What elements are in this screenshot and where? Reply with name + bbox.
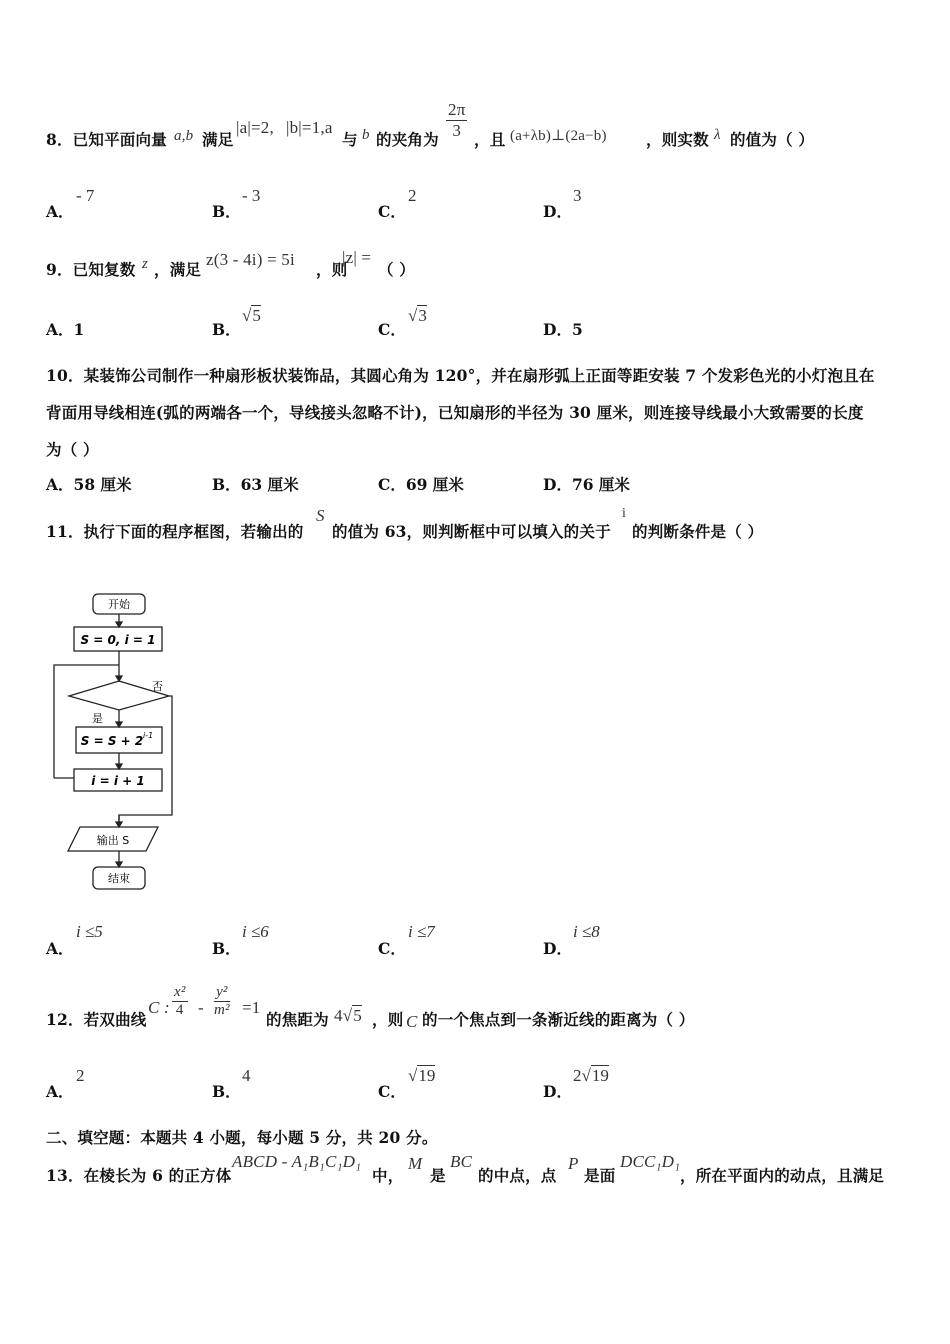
q10-option-c[interactable] [378, 473, 464, 495]
q12-minus: - [198, 998, 204, 1017]
q11-option-b[interactable] [212, 937, 241, 959]
q10-option-d[interactable] [543, 473, 630, 495]
radicand: 19 [591, 1066, 609, 1085]
option-value: 63 厘米 [240, 475, 299, 494]
q9-option-c[interactable] [378, 318, 406, 340]
q8-prefix: 8．已知平面向量 [46, 130, 167, 149]
q8-option-d-value: 3 [573, 186, 582, 205]
q13-prefix: 13．在棱长为 6 的正方体 [46, 1166, 232, 1185]
q9-option-a[interactable] [46, 318, 84, 340]
q10-line3: 为（ ） [46, 440, 99, 459]
option-label: C． [378, 1082, 406, 1101]
option-label: C． [378, 475, 406, 494]
q8-vars: a,b [174, 128, 194, 144]
q9-option-b[interactable] [212, 318, 241, 340]
q12-option-c[interactable] [378, 1080, 406, 1102]
option-label: D． [543, 320, 572, 339]
option-label: D． [543, 202, 572, 221]
option-label: A． [46, 1082, 74, 1101]
q12-option-a[interactable] [46, 1080, 74, 1102]
q12-m2: m² [214, 1002, 230, 1019]
q13-BC: BC [450, 1152, 473, 1171]
option-label: C． [378, 320, 406, 339]
q11-option-c-value: i ≤7 [408, 922, 435, 941]
option-value: 5 [571, 320, 583, 339]
q8-satisfy: 满足 [202, 130, 234, 149]
question-11 [46, 506, 906, 546]
question-12 [46, 984, 906, 1040]
q12-x-fraction [172, 984, 188, 1020]
q12-C: C : [148, 998, 170, 1017]
q13-face: DCC₁D₁ [620, 1152, 681, 1171]
option-label: B． [212, 320, 241, 339]
flow-yes-label: 是 [92, 712, 103, 725]
option-label: B． [212, 939, 241, 958]
q13-mid2: 的中点，点 [478, 1166, 557, 1185]
q12-x2: x² [172, 984, 188, 1002]
question-9 [46, 246, 906, 286]
option-label: C． [378, 939, 406, 958]
option-value: 69 厘米 [405, 475, 464, 494]
option-label: A． [46, 320, 74, 339]
q11-option-d[interactable] [543, 937, 572, 959]
q10-option-a[interactable] [46, 473, 132, 495]
q9-absz: |z| = [342, 248, 372, 267]
q13-is: 是 [430, 1166, 446, 1185]
radicand: 5 [252, 306, 261, 325]
q12-prefix: 12．若双曲线 [46, 1010, 147, 1029]
q12-mid: 的焦距为 [266, 1010, 329, 1029]
q11-S: S [316, 506, 325, 525]
q9-tail: （ ） [378, 260, 415, 279]
option-label: D． [543, 1082, 572, 1101]
q9-equation: z(3 - 4i) = 5i [206, 250, 295, 269]
radicand: 5 [353, 1006, 362, 1025]
flow-output-label: 输出 S [96, 834, 130, 847]
q11-i: i [622, 506, 627, 521]
option-label: C． [378, 202, 406, 221]
q9-then: ，则 [316, 260, 348, 279]
q8-with: 与 [342, 130, 358, 149]
question-13 [46, 1148, 916, 1188]
option-label: A． [46, 939, 74, 958]
q9-option-d[interactable] [543, 318, 583, 340]
q11-option-c[interactable] [378, 937, 406, 959]
q13-M: M [408, 1154, 423, 1173]
q8-frac-num: 2π [448, 100, 466, 119]
q8-option-a-value: - 7 [76, 186, 95, 205]
q8-frac-den: 3 [452, 120, 462, 140]
q8-tail: ，则实数 [646, 130, 709, 149]
flow-no-label: 否 [152, 680, 163, 693]
q10-line1: 10．某装饰公司制作一种扇形板状装饰品，其圆心角为 120°，并在扇形弧上正面等距安装 7 个发彩色光的小灯泡且在 [46, 366, 875, 385]
coef: 2 [573, 1066, 582, 1085]
flow-step-exponent: i-1 [143, 731, 154, 740]
q9-z: z [142, 256, 149, 272]
option-value: 76 厘米 [571, 475, 630, 494]
q9-option-b-value: √5 [242, 306, 261, 325]
q13-mid: 中， [372, 1166, 404, 1185]
q11-tail: 的判断条件是（ ） [632, 522, 764, 541]
q11-mid: 的值为 63，则判断框中可以填入的关于 [332, 522, 611, 541]
q9-option-c-value: √3 [408, 306, 427, 325]
q13-tail: ，所在平面内的动点，且满足 [680, 1166, 885, 1185]
q8-option-b[interactable] [212, 200, 241, 222]
q8-angle-fraction [446, 100, 467, 140]
q12-y2: y² [214, 984, 230, 1002]
q8-option-b-value: - 3 [242, 186, 261, 205]
q8-option-c-value: 2 [408, 186, 417, 205]
flow-inc-label: i = i + 1 [91, 774, 145, 788]
option-label: A． [46, 202, 74, 221]
option-value: 58 厘米 [73, 475, 132, 494]
option-label: A． [46, 475, 74, 494]
q8-abs-a: |a|=2, [236, 118, 274, 137]
flow-start-label: 开始 [108, 598, 130, 611]
q8-angle-text: 的夹角为 [376, 130, 439, 149]
q12-option-c-value: √19 [408, 1066, 436, 1085]
flow-end-label: 结束 [108, 872, 130, 885]
option-label: D． [543, 475, 572, 494]
q12-focal: 4√5 [334, 1006, 362, 1025]
q12-four: 4 [175, 1002, 184, 1019]
q12-C2: C [406, 1012, 418, 1031]
q13-cube: ABCD - A₁B₁C₁D₁ [232, 1152, 362, 1171]
q12-tail: 的一个焦点到一条渐近线的距离为（ ） [422, 1010, 695, 1029]
q8-abs-b: |b|=1,a [286, 118, 333, 137]
q12-option-d[interactable] [543, 1080, 572, 1102]
question-8 [46, 100, 906, 160]
option-label: B． [212, 1082, 241, 1101]
q11-option-d-value: i ≤8 [573, 922, 600, 941]
option-label: B． [212, 202, 241, 221]
q8-option-a[interactable] [46, 200, 74, 222]
q10-line2: 背面用导线相连(弧的两端各一个，导线接头忽略不计)，已知扇形的半径为 30 厘米，则连接导线最小大致需要的长度 [46, 403, 864, 422]
q12-focal-coef: 4 [334, 1006, 343, 1025]
q8-option-c[interactable] [378, 200, 406, 222]
q10-option-b[interactable] [212, 473, 299, 495]
option-value: 1 [73, 320, 85, 339]
q12-option-b-value: 4 [242, 1066, 251, 1085]
q8-lambda: λ [714, 127, 721, 143]
q12-option-b[interactable] [212, 1080, 241, 1102]
q11-option-a-value: i ≤5 [76, 922, 103, 941]
section-2-heading: 二、填空题：本题共 4 小题，每小题 5 分，共 20 分。 [46, 1128, 438, 1147]
q12-option-a-value: 2 [76, 1066, 85, 1085]
flowchart [50, 588, 190, 898]
flow-step-label: S = S + 2 [80, 734, 144, 748]
radicand: 19 [418, 1066, 436, 1085]
q8-tail2: 的值为（ ） [730, 130, 815, 149]
q9-satisfy: ，满足 [154, 260, 202, 279]
q11-option-a[interactable] [46, 937, 74, 959]
q12-y-fraction [212, 984, 232, 1020]
q12-then: ，则 [372, 1010, 404, 1029]
q12-option-d-value: 2√19 [573, 1066, 609, 1085]
q8-option-d[interactable] [543, 200, 572, 222]
flow-init-label: S = 0, i = 1 [80, 633, 156, 647]
q12-eq1: =1 [242, 998, 261, 1017]
q8-perp: (a+λb)⊥(2a−b) [510, 128, 607, 144]
q11-option-b-value: i ≤6 [242, 922, 269, 941]
q8-b: b [362, 127, 370, 143]
q8-and: ，且 [474, 130, 506, 149]
q11-prefix: 11．执行下面的程序框图，若输出的 [46, 522, 304, 541]
option-label: D． [543, 939, 572, 958]
radicand: 3 [418, 306, 427, 325]
q9-prefix: 9．已知复数 [46, 260, 136, 279]
q13-P: P [568, 1154, 579, 1173]
q13-face-text: 是面 [584, 1166, 616, 1185]
option-label: B． [212, 475, 241, 494]
